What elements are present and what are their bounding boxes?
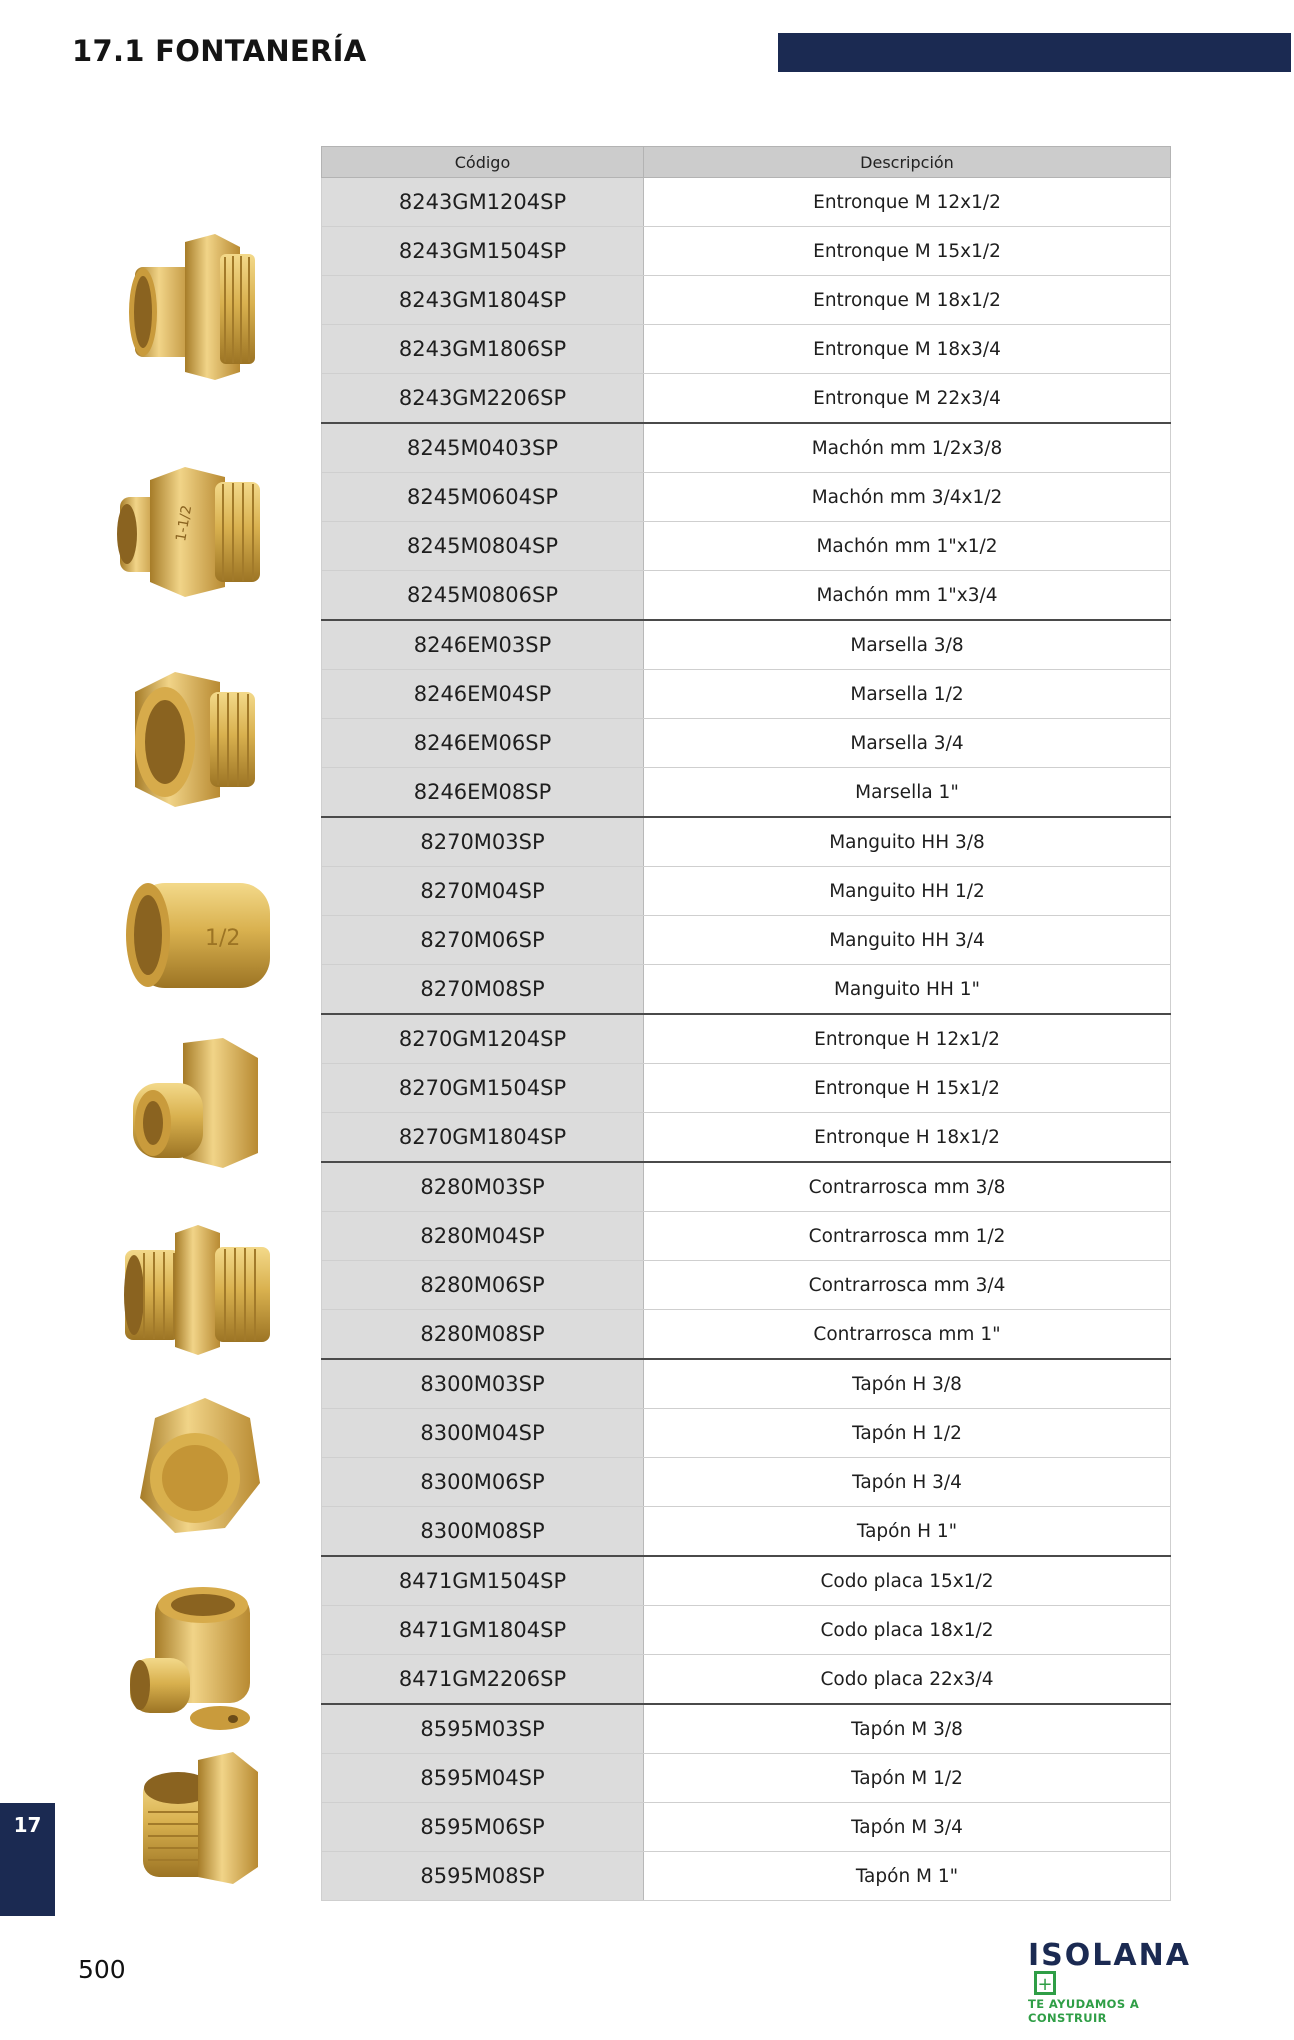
section-title: 17.1 FONTANERÍA: [72, 34, 367, 68]
table-row: [322, 423, 1171, 473]
table-row: [322, 178, 1171, 227]
product-description-cell: Tapón H 1/2: [644, 1409, 1171, 1458]
table-row: [322, 817, 1171, 867]
table-row: [322, 571, 1171, 621]
column-header-description: Descripción: [644, 147, 1171, 178]
product-description-cell: Machón mm 1"x1/2: [644, 522, 1171, 571]
product-description-cell: Manguito HH 3/8: [644, 817, 1171, 867]
manguito-fitting-icon: [120, 873, 280, 998]
chapter-tab: 17: [0, 1803, 55, 1916]
product-description-cell: Manguito HH 3/4: [644, 916, 1171, 965]
machon-fitting-icon: [115, 462, 265, 602]
product-description-cell: Marsella 1/2: [644, 670, 1171, 719]
table-row: [322, 719, 1171, 768]
product-table: [321, 146, 1171, 1901]
product-code-cell: 8270GM1804SP: [322, 1113, 644, 1163]
table-row: [322, 1458, 1171, 1507]
product-description-cell: Entronque M 18x3/4: [644, 325, 1171, 374]
product-code-cell: 8245M0806SP: [322, 571, 644, 621]
product-description-cell: Entronque M 18x1/2: [644, 276, 1171, 325]
table-row: [322, 473, 1171, 522]
table-row: [322, 1754, 1171, 1803]
table-row: [322, 1162, 1171, 1212]
table-row: [322, 325, 1171, 374]
product-code-cell: 8280M03SP: [322, 1162, 644, 1212]
brand-logo: [1028, 1938, 1218, 2025]
logo-wordmark: ISOLANA: [1028, 1938, 1191, 1973]
product-code-cell: 8300M04SP: [322, 1409, 644, 1458]
table-row: [322, 1014, 1171, 1064]
product-code-cell: 8471GM1504SP: [322, 1556, 644, 1606]
table-row: [322, 768, 1171, 818]
product-description-cell: Codo placa 15x1/2: [644, 1556, 1171, 1606]
page-number: 500: [78, 1955, 126, 1984]
entronque-m-fitting-icon: [125, 232, 265, 382]
product-description-cell: Entronque H 15x1/2: [644, 1064, 1171, 1113]
product-description-cell: Codo placa 18x1/2: [644, 1606, 1171, 1655]
product-description-cell: Machón mm 1"x3/4: [644, 571, 1171, 621]
fitting-stamp: 1/2: [205, 926, 241, 951]
product-description-cell: Tapón H 3/4: [644, 1458, 1171, 1507]
product-description-cell: Manguito HH 1/2: [644, 867, 1171, 916]
table-row: [322, 1852, 1171, 1901]
table-row: [322, 1606, 1171, 1655]
product-code-cell: 8245M0604SP: [322, 473, 644, 522]
product-description-cell: Entronque H 18x1/2: [644, 1113, 1171, 1163]
product-description-cell: Codo placa 22x3/4: [644, 1655, 1171, 1705]
product-code-cell: 8270GM1204SP: [322, 1014, 644, 1064]
table-row: [322, 670, 1171, 719]
table-row: [322, 1409, 1171, 1458]
product-code-cell: 8300M03SP: [322, 1359, 644, 1409]
product-code-cell: 8280M04SP: [322, 1212, 644, 1261]
logo-plus-icon: +: [1034, 1971, 1056, 1995]
product-description-cell: Tapón M 1": [644, 1852, 1171, 1901]
product-description-cell: Contrarrosca mm 1": [644, 1310, 1171, 1360]
table-row: [322, 1261, 1171, 1310]
table-row: [322, 1113, 1171, 1163]
product-description-cell: Entronque M 12x1/2: [644, 178, 1171, 227]
logo-tagline: TE AYUDAMOS A CONSTRUIR: [1028, 1997, 1140, 2025]
contrarrosca-fitting-icon: [120, 1225, 275, 1355]
product-code-cell: 8243GM1204SP: [322, 178, 644, 227]
product-code-cell: 8280M06SP: [322, 1261, 644, 1310]
table-row: [322, 1310, 1171, 1360]
product-code-cell: 8243GM2206SP: [322, 374, 644, 424]
table-row: [322, 1212, 1171, 1261]
product-description-cell: Tapón H 3/8: [644, 1359, 1171, 1409]
product-description-cell: Entronque M 22x3/4: [644, 374, 1171, 424]
table-row: [322, 1507, 1171, 1557]
table-row: [322, 965, 1171, 1015]
product-code-cell: 8270M06SP: [322, 916, 644, 965]
product-code-cell: 8280M08SP: [322, 1310, 644, 1360]
product-code-cell: 8246EM08SP: [322, 768, 644, 818]
product-code-cell: 8270M08SP: [322, 965, 644, 1015]
product-code-cell: 8246EM03SP: [322, 620, 644, 670]
product-code-cell: 8246EM06SP: [322, 719, 644, 768]
tapon-h-fitting-icon: [135, 1398, 265, 1538]
entronque-h-fitting-icon: [128, 1038, 268, 1173]
product-description-cell: Tapón M 1/2: [644, 1754, 1171, 1803]
product-description-cell: Contrarrosca mm 3/4: [644, 1261, 1171, 1310]
table-row: [322, 916, 1171, 965]
product-code-cell: 8595M04SP: [322, 1754, 644, 1803]
table-row: [322, 374, 1171, 424]
product-code-cell: 8471GM1804SP: [322, 1606, 644, 1655]
product-description-cell: Tapón M 3/4: [644, 1803, 1171, 1852]
product-code-cell: 8595M03SP: [322, 1704, 644, 1754]
table-row: [322, 1803, 1171, 1852]
product-description-cell: Marsella 3/4: [644, 719, 1171, 768]
product-description-cell: Tapón M 3/8: [644, 1704, 1171, 1754]
table-row: [322, 620, 1171, 670]
product-description-cell: Manguito HH 1": [644, 965, 1171, 1015]
product-code-cell: 8245M0804SP: [322, 522, 644, 571]
product-code-cell: 8270M04SP: [322, 867, 644, 916]
table-header-row: [322, 147, 1171, 178]
product-code-cell: 8595M06SP: [322, 1803, 644, 1852]
product-code-cell: 8243GM1806SP: [322, 325, 644, 374]
table-row: [322, 227, 1171, 276]
table-row: [322, 276, 1171, 325]
product-code-cell: 8595M08SP: [322, 1852, 644, 1901]
product-description-cell: Machón mm 1/2x3/8: [644, 423, 1171, 473]
header-accent-bar: [778, 33, 1291, 72]
svg-text:1-1/2: 1-1/2: [173, 503, 196, 543]
codo-placa-fitting-icon: [125, 1583, 265, 1733]
tapon-m-fitting-icon: [138, 1752, 263, 1887]
product-code-cell: 8270GM1504SP: [322, 1064, 644, 1113]
product-description-cell: Marsella 1": [644, 768, 1171, 818]
product-code-cell: 8245M0403SP: [322, 423, 644, 473]
column-header-code: Código: [322, 147, 644, 178]
product-description-cell: Marsella 3/8: [644, 620, 1171, 670]
table-row: [322, 1655, 1171, 1705]
table-row: [322, 1556, 1171, 1606]
product-description-cell: Contrarrosca mm 1/2: [644, 1212, 1171, 1261]
product-code-cell: 8246EM04SP: [322, 670, 644, 719]
table-row: [322, 1064, 1171, 1113]
product-code-cell: 8270M03SP: [322, 817, 644, 867]
table-row: [322, 1359, 1171, 1409]
table-row: [322, 867, 1171, 916]
product-description-cell: Contrarrosca mm 3/8: [644, 1162, 1171, 1212]
product-description-cell: Entronque H 12x1/2: [644, 1014, 1171, 1064]
product-code-cell: 8471GM2206SP: [322, 1655, 644, 1705]
product-description-cell: Machón mm 3/4x1/2: [644, 473, 1171, 522]
product-code-cell: 8243GM1504SP: [322, 227, 644, 276]
table-row: [322, 1704, 1171, 1754]
marsella-fitting-icon: [125, 667, 265, 812]
product-code-cell: 8300M06SP: [322, 1458, 644, 1507]
product-description-cell: Entronque M 15x1/2: [644, 227, 1171, 276]
product-code-cell: 8243GM1804SP: [322, 276, 644, 325]
product-code-cell: 8300M08SP: [322, 1507, 644, 1557]
product-description-cell: Tapón H 1": [644, 1507, 1171, 1557]
table-row: [322, 522, 1171, 571]
